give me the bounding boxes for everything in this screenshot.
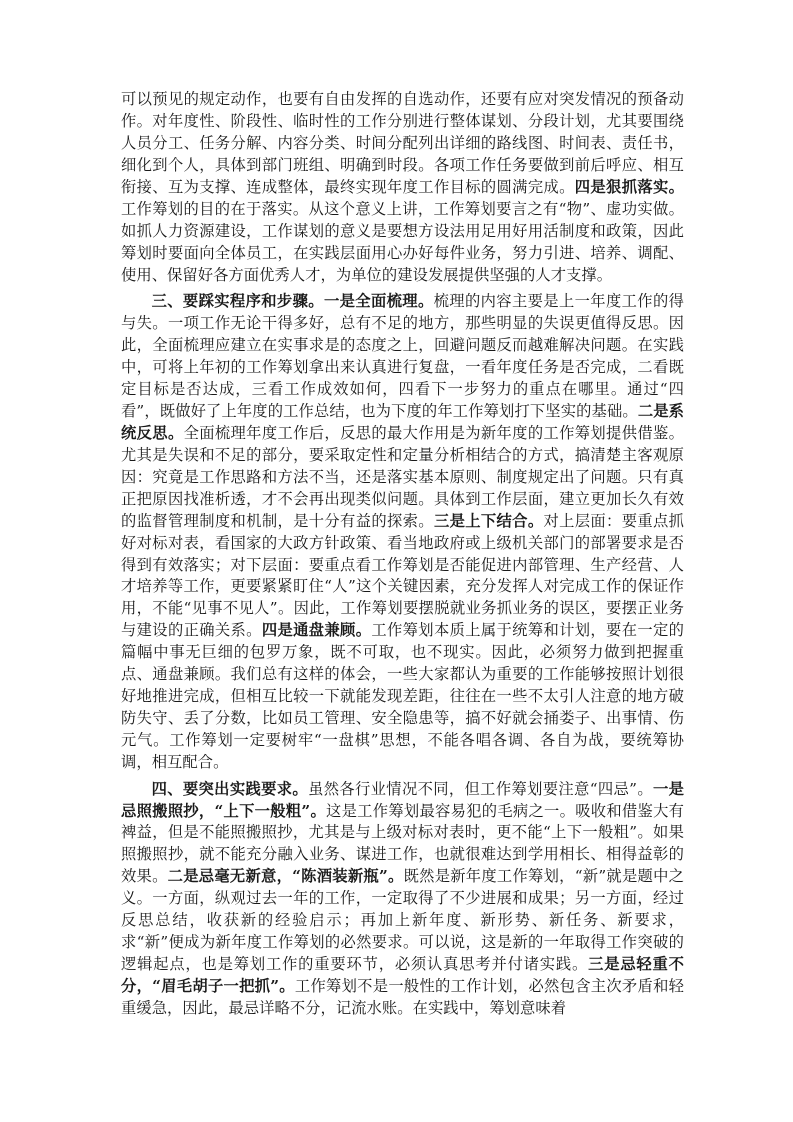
body-text: 工作筹划的目的在于落实。从这个意义上讲，工作筹划要言之有“物”、虚功实做。如抓人力资源建设，工作谋划的意义是要想方设法用足用好用活制度和政策，因此筹划时要面向全体员工，在实践层面用心办好每件业务，努力引进、培养、调配、使用、保留好各方面优秀人才，为单位的建设发展提供坚强的人才支撑。 xyxy=(121,199,684,284)
bold-heading-text: 二是忌毫无新意，“陈酒装新瓶”。 xyxy=(167,867,404,886)
paragraph xyxy=(121,779,684,1020)
body-text: 梳理的内容主要是上一年度工作的得与失。一项工作无论干得多好，总有不足的地方，那些明显的失误更值得反思。因此，全面梳理应建立在实事求是的态度之上，回避问题反而越难解决问题。在实践中，可将上年初的工作筹划拿出来认真进行复盘，一看年度任务是否完成，二看既定目标是否达成，三看工作成效如何，四看下一步努力的重点在哪里。通过“四看”，既做好了上年度的工作总结，也为下度的年工作筹划打下坚实的基础。 xyxy=(121,292,684,420)
document-body xyxy=(121,89,684,1025)
body-text: 虽然各行业情况不同，但工作筹划要注意“四忌”。 xyxy=(308,779,653,798)
bold-heading-text: 三、要踩实程序和步骤。一是全面梳理。 xyxy=(151,292,434,311)
body-text: 这是工作筹划最容易犯的毛病之一。吸收和借鉴大有裨益，但是不能照搬照抄，尤其是与上级对标对表时，更不能“上下一般粗”。如果照搬照抄，就不能充分融入业务、谋进工作，也就很难达到学用相长、相得益彰的效果。 xyxy=(121,801,684,886)
bold-heading-text: 三是忌轻重不分，“眉毛胡子一把抓”。 xyxy=(121,955,684,996)
paragraph xyxy=(121,291,684,774)
body-text: 工作筹划不是一般性的工作计划，必然包含主次矛盾和轻重缓急，因此，最忌详略不分，记流水账。在实践中，筹划意味着 xyxy=(121,977,684,1018)
bold-heading-text: 二是系统反思。 xyxy=(121,401,684,442)
body-text: 工作筹划本质上属于统筹和计划，要在一定的篇幅中事无巨细的包罗万象，既不可取，也不现实。因此，必须努力做到把握重点、通盘兼顾。我们总有这样的体会，一些大家都认为重要的工作能够按照计划很好地推进完成，但相互比较一下就能发现差距，往往在一些不太引人注意的地方破防失守、丢了分数，比如员工管理、安全隐患等，搞不好就会捅娄子、出事情、伤元气。工作筹划一定要树牢“一盘棋”思想，不能各唱各调、各自为战，要统筹协调，相互配合。 xyxy=(121,621,684,772)
body-text: 对上层面：要重点抓好对标对表，看国家的大政方针政策、看当地政府或上级机关部门的部署要求是否得到有效落实；对下层面：要重点看工作筹划是否能促进内部管理、生产经营、人才培养等工作，更要紧紧盯住“人”这个关键因素，充分发挥人对完成工作的保证作用，不能“见事不见人”。因此，工作筹划要摆脱就业务抓业务的误区，要摆正业务与建设的正确关系。 xyxy=(121,511,684,640)
bold-heading-text: 三是上下结合。 xyxy=(433,511,544,530)
paragraph xyxy=(121,89,684,287)
bold-heading-text: 四是通盘兼顾。 xyxy=(261,621,372,640)
bold-heading-text: 四是狠抓落实。 xyxy=(574,177,684,196)
bold-heading-text: 一是忌照搬照抄，“上下一般粗”。 xyxy=(121,779,684,820)
bold-heading-text: 四、要突出实践要求。 xyxy=(151,779,309,798)
body-text: 可以预见的规定动作，也要有自由发挥的自选动作，还要有应对突发情况的预备动作。对年度性、阶段性、临时性的工作分别进行整体谋划、分段计划，尤其要围绕人员分工、任务分解、内容分类、时间分配列出详细的路线图、时间表、责任书，细化到个人，具体到部门班组、明确到时段。各项工作任务要做到前后呼应、相互衔接、互为支撑、连成整体，最终实现年度工作目标的圆满完成。 xyxy=(121,90,684,196)
body-text: 既然是新年度工作筹划，“新”就是题中之义。一方面，纵观过去一年的工作，一定取得了不少进展和成果；另一方面，经过反思总结，收获新的经验启示；再加上新年度、新形势、新任务、新要求，求“新”便成为新年度工作筹划的必然要求。可以说，这是新的一年取得工作突破的逻辑起点，也是筹划工作的重要环节，必须认真思考并付诸实践。 xyxy=(121,867,684,974)
body-text: 全面梳理年度工作后，反思的最大作用是为新年度的工作筹划提供借鉴。尤其是失误和不足的部分，要采取定性和定量分析相结合的方式，搞清楚主客观原因：究竟是工作思路和方法不当，还是落实基本原则、制度规定出了问题。只有真正把原因找准析透，才不会再出现类似问题。具体到工作层面，建立更加长久有效的监督管理制度和机制，是十分有益的探索。 xyxy=(121,423,684,530)
